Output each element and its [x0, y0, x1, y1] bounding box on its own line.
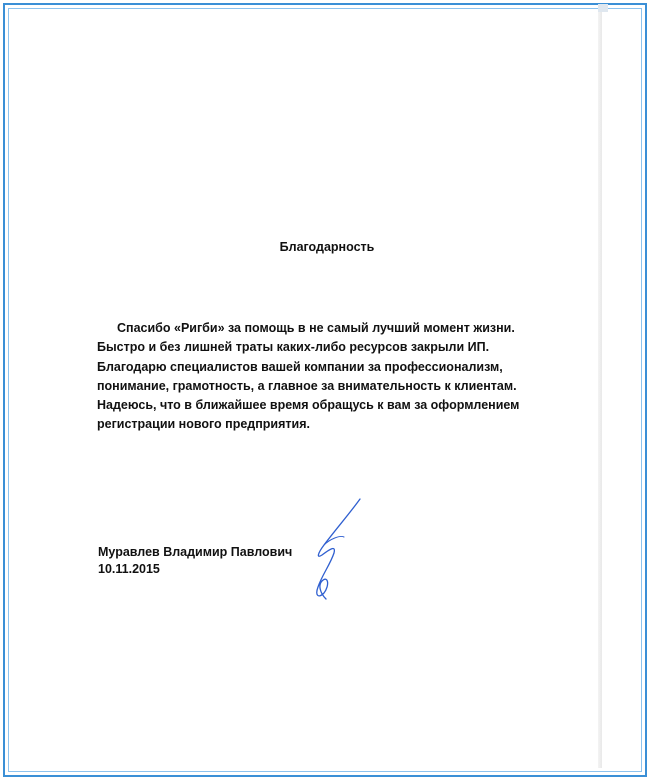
body-line: регистрации нового предприятия.	[97, 417, 310, 432]
document-title: Благодарность	[279, 240, 375, 254]
body-line: Благодарю специалистов вашей компании за профессионализм,	[97, 359, 503, 374]
signatory-name: Муравлев Владимир Павлович	[98, 545, 293, 559]
paper-edge	[598, 12, 602, 768]
body-line: Спасибо «Ригби» за помощь в не самый лучший момент жизни.	[117, 321, 515, 335]
handwritten-signature	[300, 495, 370, 615]
corner-mark	[598, 4, 608, 12]
body-line: Надеюсь, что в ближайшее время обращусь к вам за оформлением	[97, 398, 520, 413]
body-line: понимание, грамотность, а главное за внимательность к клиентам.	[97, 378, 517, 393]
signature-date: 10.11.2015	[98, 562, 160, 576]
letter-body	[97, 319, 567, 435]
body-line: Быстро и без лишней траты каких-либо ресурсов закрыли ИП.	[97, 340, 490, 355]
